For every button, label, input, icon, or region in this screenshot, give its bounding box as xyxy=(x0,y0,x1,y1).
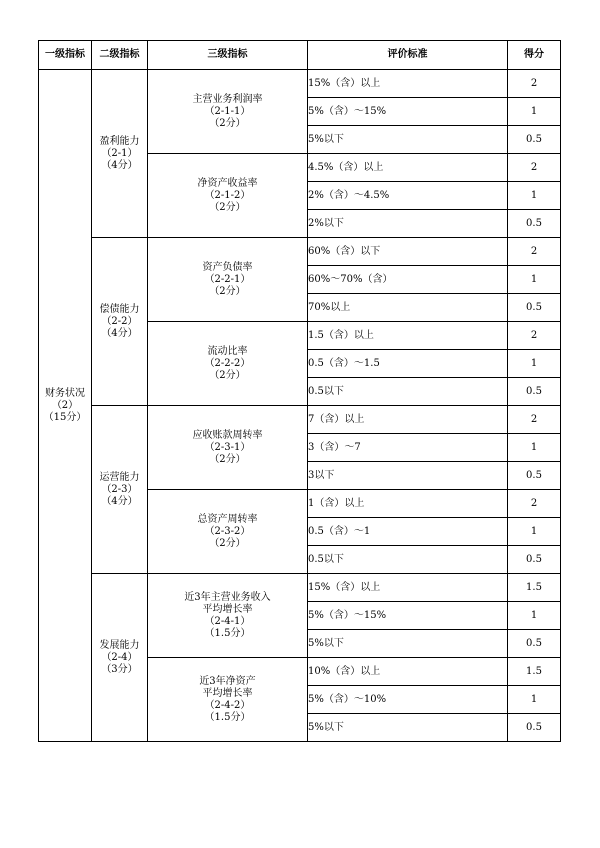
header-criteria: 评价标准 xyxy=(308,41,508,70)
criteria-cell: 0.5以下 xyxy=(308,378,508,406)
level2-indicator: 盈利能力 （2-1） （4分） xyxy=(92,70,148,238)
score-cell: 1 xyxy=(508,98,561,126)
level3-indicator: 资产负债率 （2-2-1） （2分） xyxy=(148,238,308,322)
score-cell: 1.5 xyxy=(508,658,561,686)
table-row xyxy=(39,574,561,602)
criteria-cell: 60%（含）以下 xyxy=(308,238,508,266)
level2-indicator: 偿债能力 （2-2） （4分） xyxy=(92,238,148,406)
level2-indicator: 运营能力 （2-3） （4分） xyxy=(92,406,148,574)
score-cell: 2 xyxy=(508,406,561,434)
header-score: 得分 xyxy=(508,41,561,70)
criteria-cell: 3（含）～7 xyxy=(308,434,508,462)
level2-indicator: 发展能力 （2-4） （3分） xyxy=(92,574,148,742)
header-level1: 一级指标 xyxy=(39,41,92,70)
criteria-cell: 0.5（含）～1 xyxy=(308,518,508,546)
criteria-cell: 3以下 xyxy=(308,462,508,490)
criteria-cell: 5%以下 xyxy=(308,630,508,658)
score-cell: 2 xyxy=(508,490,561,518)
criteria-cell: 1.5（含）以上 xyxy=(308,322,508,350)
criteria-cell: 10%（含）以上 xyxy=(308,658,508,686)
score-cell: 2 xyxy=(508,154,561,182)
criteria-cell: 15%（含）以上 xyxy=(308,574,508,602)
criteria-cell: 70%以上 xyxy=(308,294,508,322)
score-cell: 1 xyxy=(508,434,561,462)
score-cell: 2 xyxy=(508,322,561,350)
level3-indicator: 近3年净资产 平均增长率 （2-4-2） （1.5分） xyxy=(148,658,308,742)
level3-indicator: 净资产收益率 （2-1-2） （2分） xyxy=(148,154,308,238)
score-cell: 1 xyxy=(508,266,561,294)
score-cell: 1 xyxy=(508,686,561,714)
score-cell: 1 xyxy=(508,518,561,546)
header-level2: 二级指标 xyxy=(92,41,148,70)
header-row xyxy=(39,41,561,70)
criteria-cell: 7（含）以上 xyxy=(308,406,508,434)
criteria-cell: 0.5（含）～1.5 xyxy=(308,350,508,378)
criteria-cell: 60%～70%（含） xyxy=(308,266,508,294)
score-cell: 0.5 xyxy=(508,378,561,406)
evaluation-table xyxy=(38,40,561,742)
score-cell: 1.5 xyxy=(508,574,561,602)
score-cell: 0.5 xyxy=(508,126,561,154)
table-row xyxy=(39,70,561,98)
level1-indicator: 财务状况 （2） （15分） xyxy=(39,70,92,742)
level3-indicator: 近3年主营业务收入 平均增长率 （2-4-1） （1.5分） xyxy=(148,574,308,658)
score-cell: 0.5 xyxy=(508,294,561,322)
table-row xyxy=(39,406,561,434)
score-cell: 1 xyxy=(508,350,561,378)
criteria-cell: 0.5以下 xyxy=(308,546,508,574)
criteria-cell: 2%（含）～4.5% xyxy=(308,182,508,210)
score-cell: 0.5 xyxy=(508,546,561,574)
criteria-cell: 5%（含）～10% xyxy=(308,686,508,714)
table-body xyxy=(39,41,561,742)
score-cell: 0.5 xyxy=(508,210,561,238)
score-cell: 2 xyxy=(508,70,561,98)
criteria-cell: 5%以下 xyxy=(308,714,508,742)
score-cell: 1 xyxy=(508,602,561,630)
level3-indicator: 主营业务利润率 （2-1-1） （2分） xyxy=(148,70,308,154)
header-level3: 三级指标 xyxy=(148,41,308,70)
criteria-cell: 4.5%（含）以上 xyxy=(308,154,508,182)
criteria-cell: 5%以下 xyxy=(308,126,508,154)
table-row xyxy=(39,238,561,266)
criteria-cell: 2%以下 xyxy=(308,210,508,238)
level3-indicator: 应收账款周转率 （2-3-1） （2分） xyxy=(148,406,308,490)
score-cell: 1 xyxy=(508,182,561,210)
criteria-cell: 15%（含）以上 xyxy=(308,70,508,98)
criteria-cell: 1（含）以上 xyxy=(308,490,508,518)
level3-indicator: 总资产周转率 （2-3-2） （2分） xyxy=(148,490,308,574)
score-cell: 0.5 xyxy=(508,462,561,490)
level3-indicator: 流动比率 （2-2-2） （2分） xyxy=(148,322,308,406)
criteria-cell: 5%（含）～15% xyxy=(308,602,508,630)
score-cell: 0.5 xyxy=(508,714,561,742)
score-cell: 0.5 xyxy=(508,630,561,658)
score-cell: 2 xyxy=(508,238,561,266)
criteria-cell: 5%（含）～15% xyxy=(308,98,508,126)
